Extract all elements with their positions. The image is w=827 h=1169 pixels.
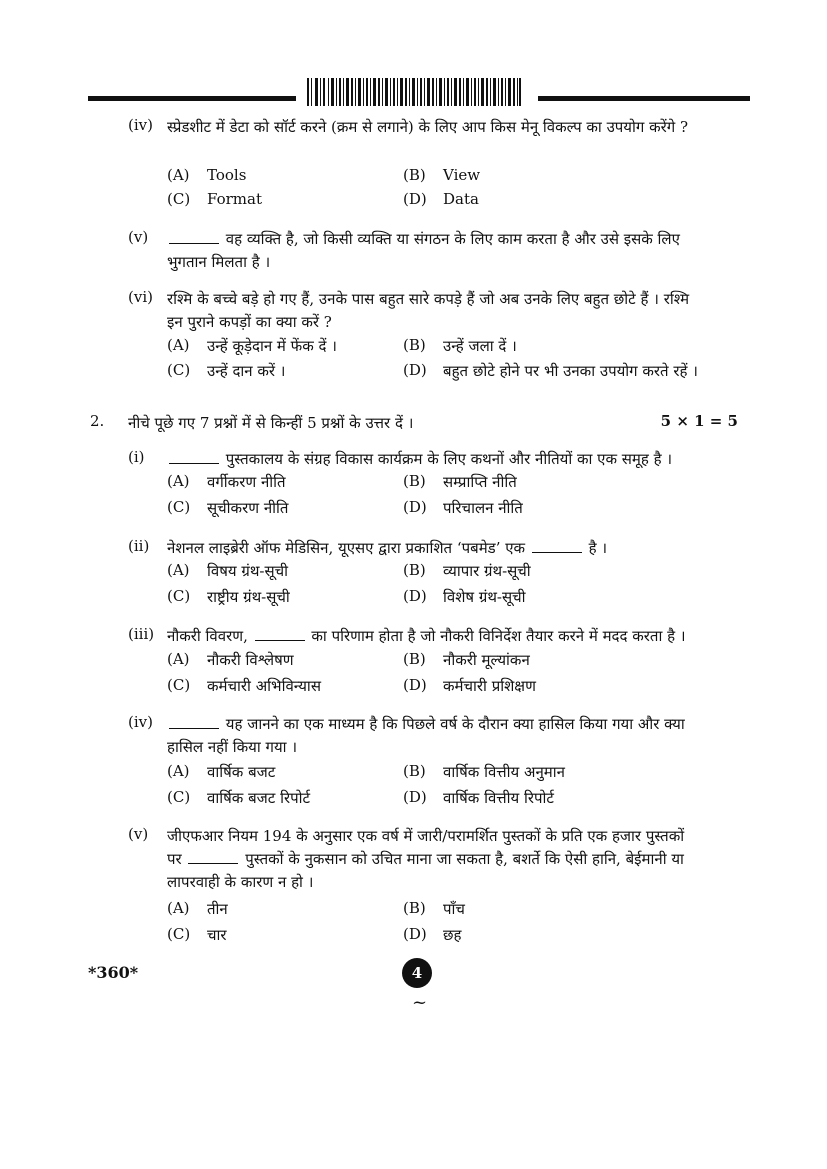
question-number: (v) xyxy=(128,825,149,843)
question-number: (v) xyxy=(128,228,149,246)
option-label: (A) xyxy=(167,650,190,668)
option-label: (A) xyxy=(167,472,190,490)
option-text: वार्षिक वित्तीय रिपोर्ट xyxy=(443,789,554,807)
question-text: नेशनल लाइब्रेरी ऑफ मेडिसिन, यूएसए द्वारा प्रकाशित ‘पबमेड’ एक है । xyxy=(167,539,608,557)
option-text: छह xyxy=(443,926,462,944)
question-number: (iv) xyxy=(128,116,153,134)
barcode-icon xyxy=(307,78,521,106)
option-text: नौकरी मूल्यांकन xyxy=(443,651,530,669)
page-tilde: ~ xyxy=(412,992,428,1013)
option-label: (B) xyxy=(403,561,426,579)
option-text: विशेष ग्रंथ-सूची xyxy=(443,588,526,606)
option-label: (C) xyxy=(167,676,191,694)
option-label: (B) xyxy=(403,650,426,668)
option-text: Format xyxy=(207,190,262,208)
option-label: (C) xyxy=(167,788,191,806)
option-label: (D) xyxy=(403,676,427,694)
option-text: Tools xyxy=(207,166,247,184)
option-label: (B) xyxy=(403,166,426,184)
answer-blank xyxy=(169,716,219,729)
option-label: (A) xyxy=(167,166,190,184)
option-label: (D) xyxy=(403,361,427,379)
option-text: व्यापार ग्रंथ-सूची xyxy=(443,562,531,580)
option-text: वर्गीकरण नीति xyxy=(207,473,286,491)
option-label: (B) xyxy=(403,336,426,354)
answer-blank xyxy=(169,451,219,464)
option-label: (A) xyxy=(167,899,190,917)
option-text: परिचालन नीति xyxy=(443,499,523,517)
question-text: नौकरी विवरण, का परिणाम होता है जो नौकरी विनिर्देश तैयार करने में मदद करता है । xyxy=(167,627,686,645)
option-label: (A) xyxy=(167,561,190,579)
option-label: (D) xyxy=(403,925,427,943)
header-rule-right xyxy=(538,96,750,101)
option-text: कर्मचारी प्रशिक्षण xyxy=(443,677,536,695)
option-label: (C) xyxy=(167,361,191,379)
option-label: (D) xyxy=(403,498,427,516)
option-text: राष्ट्रीय ग्रंथ-सूची xyxy=(207,588,290,606)
question-text: पुस्तकालय के संग्रह विकास कार्यक्रम के लिए कथनों और नीतियों का एक समूह है । xyxy=(167,448,727,471)
answer-blank xyxy=(188,851,238,864)
header-rule-left xyxy=(88,96,296,101)
option-label: (C) xyxy=(167,587,191,605)
option-label: (A) xyxy=(167,336,190,354)
option-text: उन्हें कूड़ेदान में फेंक दें । xyxy=(207,337,337,355)
answer-blank xyxy=(169,231,219,244)
question-number: (vi) xyxy=(128,288,153,306)
question-number: (i) xyxy=(128,448,145,466)
option-label: (C) xyxy=(167,190,191,208)
option-label: (B) xyxy=(403,472,426,490)
question-text: यह जानने का एक माध्यम है कि पिछले वर्ष के दौरान क्या हासिल किया गया और क्या हासिल नहीं किया गया । xyxy=(167,715,685,756)
option-label: (D) xyxy=(403,190,427,208)
option-text: सूचीकरण नीति xyxy=(207,499,289,517)
paper-code: *360* xyxy=(88,963,139,982)
section-number: 2. xyxy=(90,412,105,430)
question-number: (ii) xyxy=(128,537,150,555)
question-number: (iii) xyxy=(128,625,155,643)
option-text: बहुत छोटे होने पर भी उनका उपयोग करते रहें । xyxy=(443,362,698,380)
page-number: 4 xyxy=(402,958,432,988)
option-text: सम्प्राप्ति नीति xyxy=(443,473,517,491)
answer-blank xyxy=(255,628,305,641)
option-text: उन्हें जला दें । xyxy=(443,337,517,355)
option-text: वार्षिक बजट रिपोर्ट xyxy=(207,789,311,807)
question-text: स्प्रेडशीट में डेटा को सॉर्ट करने (क्रम से लगाने) के लिए आप किस मेनू विकल्प का उपयोग करेंगे ? xyxy=(167,118,689,136)
option-label: (D) xyxy=(403,788,427,806)
section-instruction: नीचे पूछे गए 7 प्रश्नों में से किन्हीं 5 प्रश्नों के उत्तर दें । xyxy=(128,414,414,432)
option-label: (C) xyxy=(167,498,191,516)
option-label: (A) xyxy=(167,762,190,780)
marks-scheme: 5 × 1 = 5 xyxy=(660,412,738,430)
option-text: Data xyxy=(443,190,479,208)
option-text: विषय ग्रंथ-सूची xyxy=(207,562,289,580)
option-text: नौकरी विश्लेषण xyxy=(207,651,294,669)
option-text: वार्षिक बजट xyxy=(207,763,276,781)
question-text: जीएफआर नियम 194 के अनुसार एक वर्ष में जारी/परामर्शित पुस्तकों के प्रति एक हजार पुस्तकों पर पुस्तकों के नुकसान को उचित माना जा सकता है, बशर्ते कि ऐसी हानि, बेईमानी या लापरवाही के कारण न हो । xyxy=(167,827,685,891)
option-text: तीन xyxy=(207,900,228,918)
question-number: (iv) xyxy=(128,713,153,731)
option-text: कर्मचारी अभिविन्यास xyxy=(207,677,321,695)
option-text: पाँच xyxy=(443,900,465,918)
question-text: वह व्यक्ति है, जो किसी व्यक्ति या संगठन के लिए काम करता है और उसे इसके लिए भुगतान मिलता है । xyxy=(167,230,680,271)
option-text: उन्हें दान करें । xyxy=(207,362,286,380)
question-text: रश्मि के बच्चे बड़े हो गए हैं, उनके पास बहुत सारे कपड़े हैं जो अब उनके लिए बहुत छोटे हैं । रश्मि इन पुराने कपड़ों का क्या करें ? xyxy=(167,290,690,331)
option-label: (B) xyxy=(403,762,426,780)
option-label: (D) xyxy=(403,587,427,605)
option-text: चार xyxy=(207,926,227,944)
option-label: (C) xyxy=(167,925,191,943)
option-text: View xyxy=(443,166,481,184)
answer-blank xyxy=(532,540,582,553)
option-text: वार्षिक वित्तीय अनुमान xyxy=(443,763,565,781)
option-label: (B) xyxy=(403,899,426,917)
